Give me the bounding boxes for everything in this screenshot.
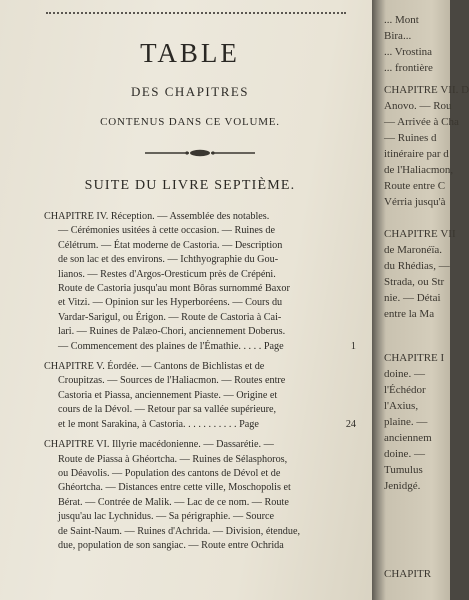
- right-page-line: doine. —: [384, 368, 425, 380]
- right-page-line: CHAPITRE I: [384, 352, 445, 364]
- right-page-line: de Maronéïa.: [384, 244, 443, 256]
- chapter-list: [44, 210, 356, 559]
- right-page-line: — Arrivée à Cha: [384, 116, 459, 128]
- right-page-line: l'Échédor: [384, 384, 426, 396]
- right-page-line: Strada, ou Str: [384, 276, 445, 288]
- right-page-line: entre la Ma: [384, 308, 435, 320]
- chapter-line-text: et le mont Sarakina, à Castoria. . . . . . . . . . . Page: [58, 418, 259, 430]
- chapter-line: Route de Castoria jusqu'au mont Bôras surnommé Baxor: [58, 283, 290, 295]
- right-page-line: plaine. —: [384, 416, 428, 428]
- right-page-line: itinéraire par d: [384, 148, 449, 160]
- chapter-line: et Vitzi. — Opinion sur les Hyperboréens. — Cours du: [58, 297, 283, 309]
- right-page-line: Bira...: [384, 30, 412, 42]
- chapter-line: lari. — Ruines de Palæo-Chori, anciennement Doberus.: [58, 326, 286, 338]
- chapter-line: jusqu'au lac Lychnidus. — Sa périgraphie. — Source: [58, 511, 275, 523]
- right-page-line: Route entre C: [384, 180, 446, 192]
- chapter-entry-iv: [44, 210, 356, 354]
- right-page-line: de l'Haliacmon,: [384, 164, 454, 176]
- subtitle: DES CHAPITRES: [130, 84, 250, 99]
- subtitle-volume: CONTENUS DANS CE VOLUME.: [100, 116, 280, 128]
- chapter-line-last: [44, 418, 356, 432]
- chapter-line-last: [44, 340, 356, 354]
- chapter-line: lianos. — Restes d'Argos-Oresticum près de Crépéni.: [58, 268, 276, 280]
- right-page-line: CHAPITRE VII. D: [384, 84, 469, 96]
- chapter-line: Ghéortcha. — Distances entre cette ville, Moschopolis et: [58, 482, 291, 494]
- ornament-divider-icon: [145, 148, 255, 158]
- chapter-line: Route de Piassa à Ghéortcha. — Ruines de Sélasphoros,: [58, 453, 288, 465]
- right-page-line: l'Axius,: [384, 400, 419, 412]
- chapter-line: — Cérémonies usitées à cette occasion. — Ruines de: [58, 225, 275, 237]
- right-page-line: Tumulus: [384, 464, 423, 476]
- chapter-line: Vardar-Sarigul, ou Érigon. — Route de Castoria à Cai-: [58, 311, 282, 323]
- chapter-line: Célétrum. — État moderne de Castoria. — Description: [58, 239, 283, 251]
- right-page-line: Vérria jusqu'à: [384, 196, 446, 208]
- chapter-entry-vi: [44, 438, 356, 553]
- chapter-line: cours de la Dévol. — Retour par sa vallée supérieure,: [58, 404, 277, 416]
- chapter-entry-v: [44, 360, 356, 432]
- right-page-line: Anovo. — Rou: [384, 100, 452, 112]
- right-page-line: doine. —: [384, 448, 425, 460]
- chapter-line-text: — Commencement des plaines de l'Émathie. . . . . Page: [58, 340, 284, 352]
- chapter-line: CHAPITRE IV. Réception. — Assemblée des notables.: [44, 211, 270, 222]
- right-page-line: anciennem: [384, 432, 432, 444]
- right-page-line: CHAPITR: [384, 568, 432, 580]
- right-page-line: — Ruines d: [384, 132, 437, 144]
- right-page-line: ... Mont: [384, 14, 419, 26]
- right-page-line: ... frontière: [384, 62, 433, 74]
- chapter-line: Castoria et Piassa, anciennement Piaste. — Origine et: [58, 389, 278, 401]
- page-number: 24: [345, 418, 356, 430]
- right-page-line: ... Vrostina: [384, 46, 433, 58]
- top-dotted-rule: [46, 12, 346, 14]
- chapter-line: CHAPITRE V. Éordée. — Cantons de Bichlistas et de: [44, 361, 265, 373]
- page-title: TABLE: [140, 38, 240, 68]
- section-heading: SUITE DU LIVRE SEPTIÈME.: [84, 178, 296, 193]
- chapter-line: CHAPITRE VI. Illyrie macédonienne. — Dassarétie. —: [44, 439, 274, 451]
- right-page-line: nie. — Détai: [384, 292, 441, 304]
- chapter-line: due, population de son sangiac. — Route entre Ochrida: [58, 539, 284, 551]
- right-page-line: Jenidgé.: [384, 480, 421, 492]
- right-page-line: du Rhédias, —: [384, 260, 450, 272]
- chapter-line: Bérat. — Contrée de Malik. — Lac de ce nom. — Route: [58, 496, 289, 508]
- chapter-line: de Saint-Naum. — Ruines d'Achrida. — Division, étendue,: [58, 525, 301, 537]
- chapter-line: de son lac et des environs. — Ichthyographie du Gou-: [58, 254, 279, 266]
- chapter-line: Croupitzas. — Sources de l'Haliacmon. — Routes entre: [58, 375, 286, 387]
- page-number: 1: [350, 340, 356, 352]
- chapter-line: ou Déavolis. — Population des cantons de Dévol et de: [58, 467, 281, 479]
- right-page-line: CHAPITRE VII: [384, 228, 456, 240]
- book-page-right-edge: [372, 0, 469, 600]
